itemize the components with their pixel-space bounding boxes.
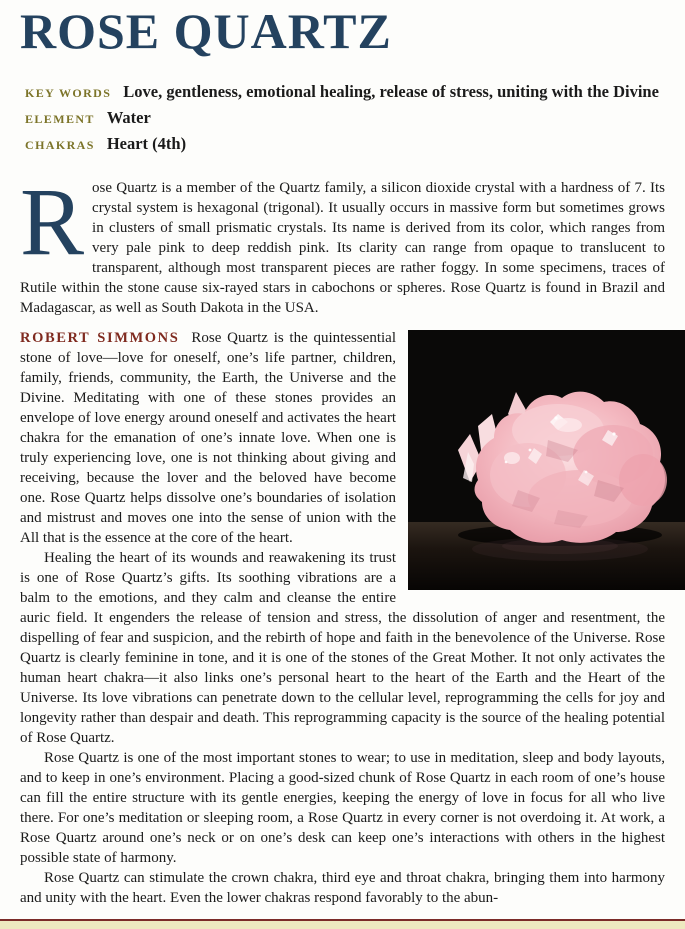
drop-cap-letter: R — [20, 168, 85, 275]
author-section — [20, 328, 665, 908]
author-lead-text: Rose Quartz is the quintessential stone of love—love for oneself, one’s life partner, children, family, friends, community, the Earth, the Universe and the Divine. Meditating with one of these stones provides an envelope of love energy around oneself and activates the heart chakra for the emanation of one’s innate love. When one is truly experiencing love, one is not thinking about giving and receiving, because the lover and the beloved have become one. Rose Quartz helps dissolve one’s boundaries of isolation and mistrust and moves one into the sense of union with the All that is the essence at the core of the heart. — [20, 330, 396, 546]
property-element — [20, 107, 665, 130]
paragraph-wearing: Rose Quartz is one of the most important stones to wear; to use in meditation, sleep and body layouts, and to keep in one’s environment. Placing a good-sized chunk of Rose Quartz in each room of one’s house can fill the entire structure with its gentle energies, keeping the energy of love in focus for all who live there. For one’s meditation or sleeping room, a Rose Quartz in every corner is not overdoing it. At work, a Rose Quartz around one’s neck or on one’s desk can keep one’s interactions with others in the highest possible state of harmony. — [20, 750, 665, 866]
intro-text: ose Quartz is a member of the Quartz family, a silicon dioxide crystal with a hardness of 7. Its crystal system is hexagonal (trigonal). It usually occurs in massive form but sometimes grows in clusters of small prismatic crystals. Its name is derived from its color, which ranges from very pale pink to deep reddish pink. Its clarity can range from opaque to translucent to transparent, although most transparent pieces are rather foggy. In some specimens, traces of Rutile within the stone cause six-rayed stars in cabochons or spheres. Rose Quartz is found in Brazil and Madagascar, as well as South Dakota in the USA. — [20, 180, 665, 316]
intro-paragraph — [20, 168, 665, 318]
page-bottom-edge — [0, 919, 685, 929]
crystal-specimen-illustration — [408, 330, 685, 590]
property-value-key-words: Love, gentleness, emotional healing, release of stress, uniting with the Divine — [123, 82, 659, 101]
property-chakras — [20, 133, 665, 156]
property-key-words — [20, 81, 665, 104]
property-label-chakras: CHAKRAS — [25, 138, 95, 152]
properties-list — [20, 81, 665, 156]
property-label-element: ELEMENT — [25, 112, 95, 126]
page-title: ROSE QUARTZ — [20, 3, 392, 59]
property-value-chakras: Heart (4th) — [106, 134, 187, 153]
paragraph-chakras: Rose Quartz can stimulate the crown chakra, third eye and throat chakra, bringing them into harmony and unity with the heart. Even the lower chakras respond favorably to the abun- — [20, 870, 665, 906]
property-value-element: Water — [106, 108, 151, 127]
property-label-key-words: KEY WORDS — [25, 86, 112, 100]
paragraph-healing: Healing the heart of its wounds and reawakening its trust is one of Rose Quartz’s gifts. Its soothing vibrations are a balm to the emotions, and they calm and cleanse the entire auric field. It engenders the release of tension and stress, the dissolution of anger and resentment, the dispelling of fear and suspicion, and the rebirth of hope and faith in the benevolence of the Universe. Rose Quartz is clearly feminine in tone, and it is one of the stones of the Great Mother. It not only activates the human heart chakra—it also links one’s personal heart to the heart of the Earth and the Heart of the Universe. Its love vibrations can penetrate down to the cellular level, reprogramming the cells for joy and longevity rather than despair and death. This reprogramming capacity is the source of the healing potential of Rose Quartz. — [20, 550, 665, 746]
rose-quartz-photo — [408, 330, 685, 590]
author-name: ROBERT SIMMONS — [20, 330, 180, 346]
